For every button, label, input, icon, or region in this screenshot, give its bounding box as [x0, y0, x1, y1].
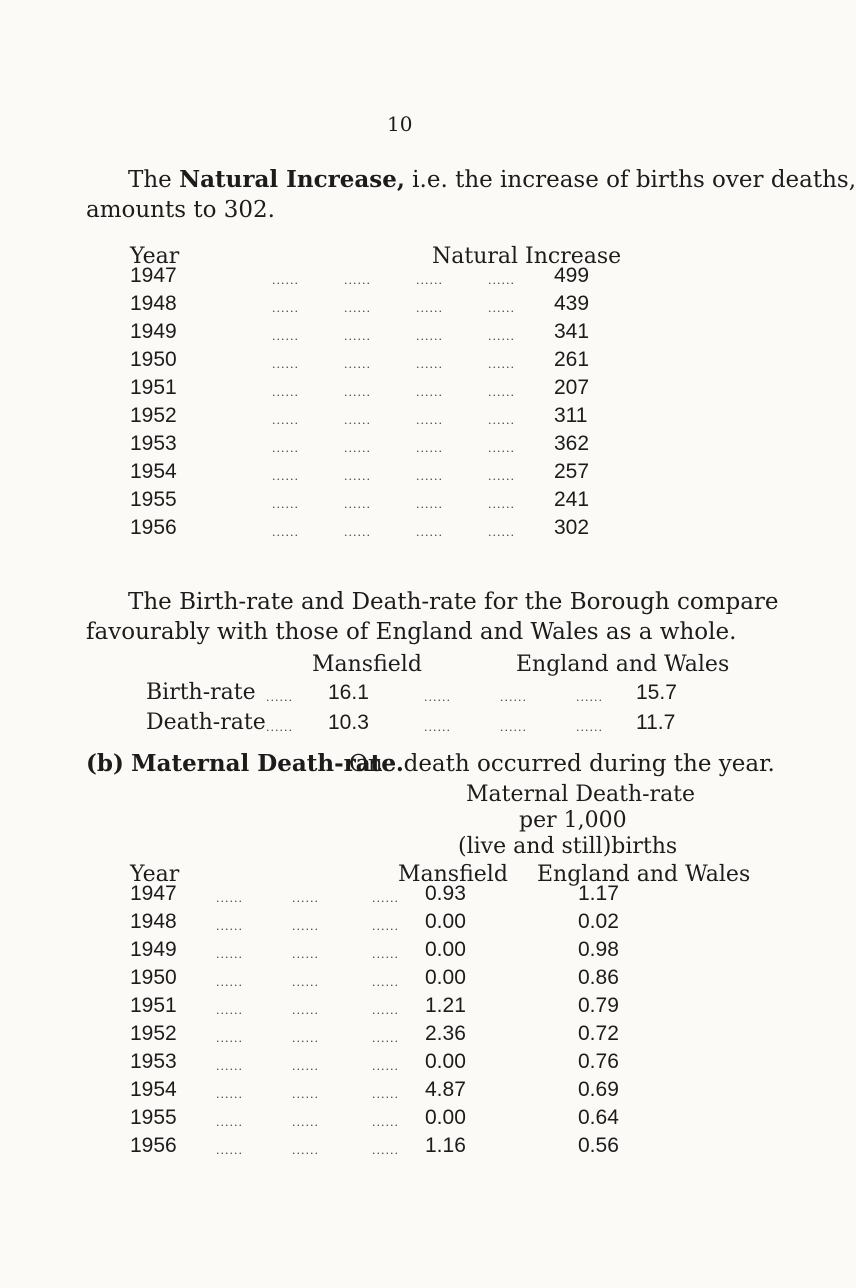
mat-year: 1948 [130, 910, 177, 933]
leader-dots: ...... [416, 330, 443, 343]
leader-dots: ...... [416, 498, 443, 511]
leader-dots: ...... [488, 274, 515, 287]
rate-england: 15.7 [636, 681, 677, 704]
leader-dots: ...... [292, 1088, 319, 1101]
leader-dots: ...... [488, 414, 515, 427]
leader-dots: ...... [292, 976, 319, 989]
leader-dots: ...... [576, 721, 603, 734]
leader-dots: ...... [344, 386, 371, 399]
leader-dots: ...... [416, 526, 443, 539]
leader-dots: ...... [272, 386, 299, 399]
leader-dots: ...... [266, 691, 293, 704]
leader-dots: ...... [216, 976, 243, 989]
mat-col-mansfield: Mansfield [398, 862, 508, 887]
intro-pre: The [128, 167, 180, 193]
mat-col-year: Year [130, 862, 180, 887]
leader-dots: ...... [372, 948, 399, 961]
leader-dots: ...... [488, 330, 515, 343]
leader-dots: ...... [216, 892, 243, 905]
ni-value: 311 [554, 404, 588, 427]
rate-england: 11.7 [636, 711, 676, 734]
maternal-marker: (b) [86, 750, 124, 777]
natural-increase-term: Natural Increase, [179, 166, 405, 193]
leader-dots: ...... [272, 526, 299, 539]
ni-year: 1949 [130, 320, 177, 343]
leader-dots: ...... [372, 1060, 399, 1073]
ni-year: 1948 [130, 292, 177, 315]
leader-dots: ...... [272, 470, 299, 483]
mat-england: 0.02 [578, 910, 619, 933]
mat-mansfield: 4.87 [425, 1078, 466, 1101]
leader-dots: ...... [292, 1032, 319, 1045]
mat-year: 1955 [130, 1106, 177, 1129]
leader-dots: ...... [416, 414, 443, 427]
maternal-title: Maternal Death-rate. [131, 750, 404, 777]
leader-dots: ...... [344, 414, 371, 427]
mat-mansfield: 1.21 [425, 994, 466, 1017]
ni-year: 1955 [130, 488, 177, 511]
leader-dots: ...... [344, 330, 371, 343]
leader-dots: ...... [216, 948, 243, 961]
mat-year: 1953 [130, 1050, 177, 1073]
leader-dots: ...... [216, 1032, 243, 1045]
leader-dots: ...... [272, 302, 299, 315]
mat-england: 0.98 [578, 938, 619, 961]
leader-dots: ...... [488, 498, 515, 511]
mat-england: 0.79 [578, 994, 619, 1017]
leader-dots: ...... [272, 414, 299, 427]
mat-england: 0.76 [578, 1050, 619, 1073]
leader-dots: ...... [416, 274, 443, 287]
leader-dots: ...... [344, 274, 371, 287]
maternal-subhead-2: per 1,000 [519, 808, 627, 833]
leader-dots: ...... [272, 498, 299, 511]
ni-value: 439 [554, 292, 590, 315]
ni-year: 1951 [130, 376, 177, 399]
leader-dots: ...... [372, 1032, 399, 1045]
mat-mansfield: 0.00 [425, 910, 466, 933]
leader-dots: ...... [216, 1060, 243, 1073]
leader-dots: ...... [344, 302, 371, 315]
leader-dots: ...... [344, 358, 371, 371]
rates-col-england: England and Wales [516, 652, 730, 677]
leader-dots: ...... [372, 1004, 399, 1017]
maternal-subhead-1: Maternal Death-rate [466, 782, 696, 807]
rate-label: Death-rate [146, 710, 266, 735]
mat-england: 1.17 [578, 882, 619, 905]
leader-dots: ...... [372, 1088, 399, 1101]
mat-england: 0.72 [578, 1022, 619, 1045]
leader-dots: ...... [416, 358, 443, 371]
leader-dots: ...... [416, 302, 443, 315]
leader-dots: ...... [372, 892, 399, 905]
leader-dots: ...... [372, 1144, 399, 1157]
leader-dots: ...... [424, 691, 451, 704]
mat-mansfield: 0.00 [425, 938, 466, 961]
mat-mansfield: 0.00 [425, 966, 466, 989]
rates-col-mansfield: Mansfield [312, 652, 422, 677]
leader-dots: ...... [344, 498, 371, 511]
leader-dots: ...... [488, 302, 515, 315]
leader-dots: ...... [216, 1144, 243, 1157]
ni-year: 1952 [130, 404, 177, 427]
mat-mansfield: 2.36 [425, 1022, 466, 1045]
leader-dots: ...... [576, 691, 603, 704]
mat-mansfield: 0.00 [425, 1106, 466, 1129]
rate-mansfield: 16.1 [328, 681, 369, 704]
ni-value: 362 [554, 432, 590, 455]
mat-year: 1951 [130, 994, 177, 1017]
mat-year: 1956 [130, 1134, 177, 1157]
leader-dots: ...... [216, 920, 243, 933]
ni-value: 241 [554, 488, 590, 511]
page-number: 10 [387, 112, 413, 136]
mat-england: 0.86 [578, 966, 619, 989]
ni-year: 1950 [130, 348, 177, 371]
leader-dots: ...... [488, 442, 515, 455]
mat-mansfield: 1.16 [425, 1134, 466, 1157]
leader-dots: ...... [488, 358, 515, 371]
maternal-text: One death occurred during the year. [349, 751, 775, 777]
leader-dots: ...... [292, 1004, 319, 1017]
leader-dots: ...... [292, 892, 319, 905]
mat-year: 1952 [130, 1022, 177, 1045]
ni-col-year: Year [130, 244, 180, 269]
mat-year: 1949 [130, 938, 177, 961]
leader-dots: ...... [292, 1144, 319, 1157]
leader-dots: ...... [500, 691, 527, 704]
leader-dots: ...... [372, 976, 399, 989]
mat-mansfield: 0.93 [425, 882, 466, 905]
mat-col-england: England and Wales [537, 862, 751, 887]
mat-mansfield: 0.00 [425, 1050, 466, 1073]
rate-mansfield: 10.3 [328, 711, 369, 734]
mat-england: 0.69 [578, 1078, 619, 1101]
leader-dots: ...... [416, 442, 443, 455]
leader-dots: ...... [272, 358, 299, 371]
leader-dots: ...... [216, 1088, 243, 1101]
leader-dots: ...... [216, 1116, 243, 1129]
leader-dots: ...... [272, 274, 299, 287]
leader-dots: ...... [488, 526, 515, 539]
ni-value: 499 [554, 264, 590, 287]
leader-dots: ...... [292, 920, 319, 933]
rates-intro-line1: The Birth-rate and Death-rate for the Borough compare [128, 589, 779, 615]
leader-dots: ...... [372, 920, 399, 933]
ni-year: 1954 [130, 460, 177, 483]
natural-increase-intro-line1 [128, 164, 856, 196]
ni-value: 341 [554, 320, 590, 343]
leader-dots: ...... [344, 470, 371, 483]
ni-year: 1947 [130, 264, 177, 287]
leader-dots: ...... [272, 330, 299, 343]
mat-england: 0.56 [578, 1134, 619, 1157]
ni-value: 257 [554, 460, 590, 483]
leader-dots: ...... [372, 1116, 399, 1129]
rates-intro-line2: favourably with those of England and Wales as a whole. [86, 619, 737, 645]
intro-post: i.e. the increase of births over deaths, [404, 167, 856, 193]
leader-dots: ...... [292, 948, 319, 961]
leader-dots: ...... [344, 526, 371, 539]
leader-dots: ...... [416, 470, 443, 483]
ni-year: 1953 [130, 432, 177, 455]
leader-dots: ...... [266, 721, 293, 734]
ni-year: 1956 [130, 516, 177, 539]
leader-dots: ...... [292, 1060, 319, 1073]
leader-dots: ...... [292, 1116, 319, 1129]
ni-value: 261 [554, 348, 590, 371]
ni-col-value: Natural Increase [432, 244, 622, 269]
mat-year: 1950 [130, 966, 177, 989]
leader-dots: ...... [272, 442, 299, 455]
natural-increase-intro-line2: amounts to 302. [86, 197, 275, 223]
leader-dots: ...... [216, 1004, 243, 1017]
leader-dots: ...... [344, 442, 371, 455]
mat-england: 0.64 [578, 1106, 619, 1129]
leader-dots: ...... [424, 721, 451, 734]
ni-value: 207 [554, 376, 590, 399]
ni-value: 302 [554, 516, 590, 539]
rate-label: Birth-rate [146, 680, 256, 705]
mat-year: 1954 [130, 1078, 177, 1101]
maternal-subhead-3: (live and still)births [458, 834, 678, 859]
leader-dots: ...... [500, 721, 527, 734]
mat-year: 1947 [130, 882, 177, 905]
leader-dots: ...... [488, 386, 515, 399]
leader-dots: ...... [488, 470, 515, 483]
leader-dots: ...... [416, 386, 443, 399]
